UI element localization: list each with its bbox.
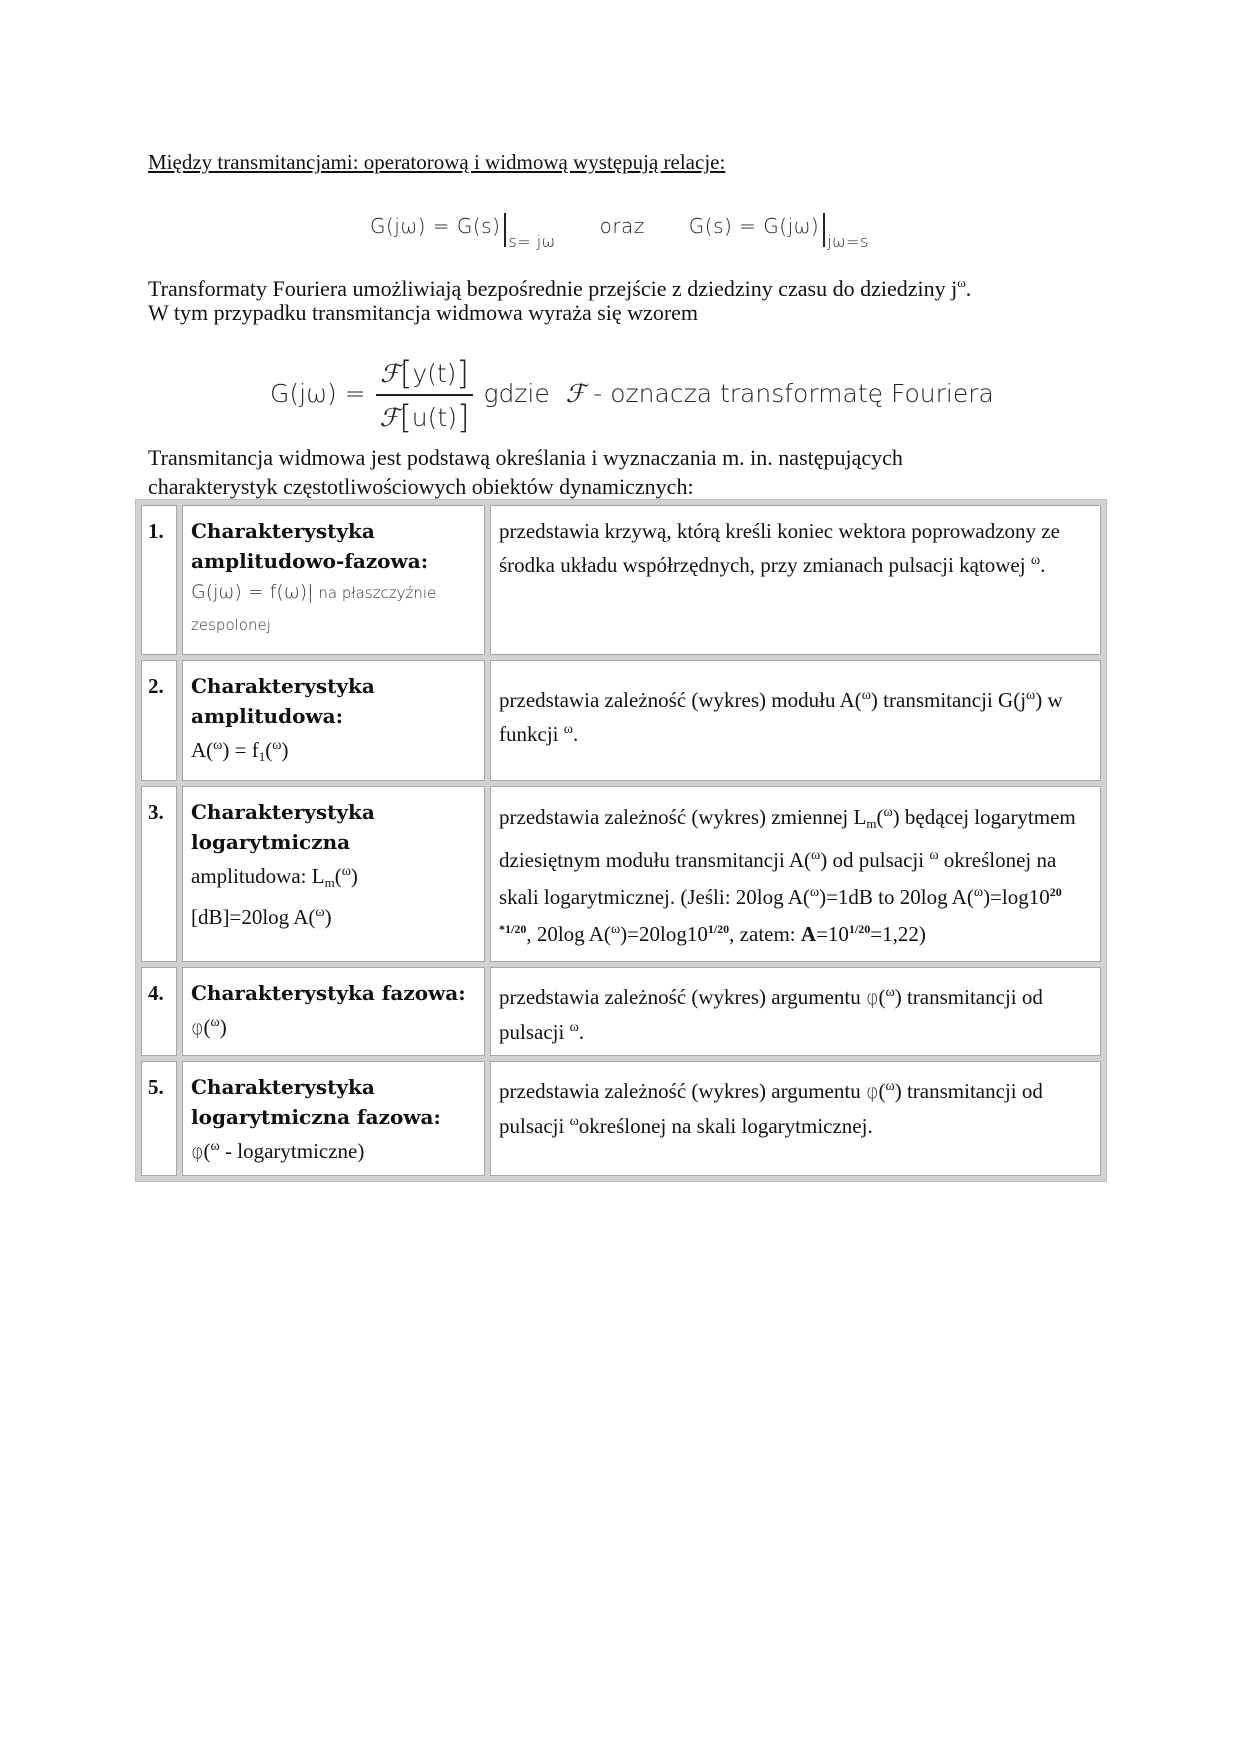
phi-symbol: φ bbox=[191, 1141, 204, 1163]
omega-symbol: ω bbox=[973, 885, 984, 900]
t: ) transmitancji od pulsacji bbox=[499, 985, 1043, 1044]
eval-bar bbox=[504, 213, 506, 247]
t: przedstawia zależność (wykres) zmiennej L bbox=[499, 805, 867, 829]
eq-right-sub: jω=s bbox=[827, 232, 869, 251]
t: [dB]=20log A( bbox=[191, 905, 316, 929]
t: )=20log10 bbox=[620, 922, 708, 946]
para1-text: Transformaty Fouriera umożliwiają bezpośrednie przejście z dziedziny czasu do dziedziny j bbox=[148, 276, 958, 301]
t: A( bbox=[191, 738, 214, 762]
table-row bbox=[141, 505, 1101, 655]
t: )=log10 bbox=[983, 885, 1050, 909]
omega-symbol: ω bbox=[809, 885, 820, 900]
t: ( bbox=[265, 738, 273, 762]
row-title: Charakterystyka logarytmiczna fazowa: bbox=[191, 1075, 441, 1129]
omega-symbol: ω bbox=[210, 1139, 220, 1154]
t: ( bbox=[203, 1139, 211, 1163]
row-number: 4. bbox=[141, 967, 177, 1056]
t: , 20log A( bbox=[526, 922, 611, 946]
row-description bbox=[490, 660, 1101, 781]
formula-fraction bbox=[376, 354, 474, 436]
formula-desc: - oznacza transformatę Fouriera bbox=[593, 379, 994, 408]
t: . bbox=[572, 722, 579, 746]
table-row bbox=[141, 786, 1101, 962]
t: ) transmitancji G(j bbox=[870, 688, 1027, 712]
bold-a: A bbox=[800, 922, 817, 946]
t: ( bbox=[878, 985, 886, 1009]
eq-right: G(s) = G(jω) bbox=[688, 214, 820, 238]
relation-equations bbox=[370, 213, 869, 251]
omega-symbol: ω bbox=[563, 722, 573, 737]
row-description bbox=[490, 967, 1101, 1056]
row-name bbox=[182, 660, 485, 781]
omega-symbol: ω bbox=[315, 905, 325, 920]
eq-middle: oraz bbox=[599, 214, 645, 238]
omega-symbol: ω bbox=[811, 848, 821, 863]
formula-where: gdzie bbox=[483, 379, 550, 408]
row-description bbox=[490, 1061, 1101, 1176]
phi-symbol: φ bbox=[191, 1017, 204, 1039]
t: )=1dB to 20log A( bbox=[819, 885, 974, 909]
row-description bbox=[490, 505, 1101, 655]
row-name bbox=[182, 967, 485, 1056]
row-title: Charakterystyka logarytmiczna bbox=[191, 800, 375, 854]
t: przedstawia zależność (wykres) modułu A( bbox=[499, 688, 862, 712]
section-heading: Między transmitancjami: operatorową i widmową występują relacje: bbox=[148, 150, 726, 174]
omega-symbol: ω bbox=[610, 922, 621, 937]
numerator-arg: y(t) bbox=[412, 359, 457, 388]
row-number: 3. bbox=[141, 786, 177, 962]
t: ) bbox=[219, 1015, 227, 1039]
formula-numerator: ℱ[y(t)] bbox=[376, 354, 474, 396]
t: ) bbox=[350, 864, 358, 888]
characteristics-table bbox=[135, 499, 1107, 1182]
t: ( bbox=[876, 805, 884, 829]
row-name bbox=[182, 505, 485, 655]
formula-lhs: G(jω) = bbox=[270, 379, 366, 408]
omega-symbol: ω bbox=[883, 805, 893, 820]
omega-symbol: ω bbox=[210, 1015, 220, 1030]
superscript: 20 *1/20 bbox=[499, 885, 1062, 936]
row-number: 5. bbox=[141, 1061, 177, 1176]
fourier-operator-den: ℱ bbox=[379, 403, 400, 432]
t: ) w funkcji bbox=[499, 688, 1063, 746]
eq-left: G(jω) = G(s) bbox=[370, 214, 501, 238]
row-title: Charakterystyka amplitudowa: bbox=[191, 674, 375, 728]
row-name bbox=[182, 786, 485, 962]
fourier-operator: ℱ bbox=[380, 359, 400, 388]
t: amplitudowa: L bbox=[191, 864, 325, 888]
desc-end: . bbox=[1040, 553, 1046, 577]
paragraph-intro-list: Transmitancja widmowa jest podstawą określania i wyznaczania m. in. następujących bbox=[148, 445, 903, 470]
t: ( bbox=[203, 1015, 211, 1039]
row-math-tail: na płaszczyźnie zespolonej bbox=[191, 584, 437, 634]
table-row bbox=[141, 1061, 1101, 1176]
t: =1,22) bbox=[870, 922, 926, 946]
paragraph-intro-list-2: charakterystyk częstotliwościowych obiektów dynamicznych: bbox=[148, 474, 694, 499]
omega-symbol: ω bbox=[957, 275, 966, 290]
row-number: 1. bbox=[141, 505, 177, 655]
t: określonej na skali logarytmicznej. bbox=[578, 1114, 873, 1138]
omega-symbol: ω bbox=[929, 848, 939, 863]
row-description bbox=[490, 786, 1101, 962]
table-row bbox=[141, 967, 1101, 1056]
subscript: 1 bbox=[258, 749, 266, 764]
row-title: Charakterystyka fazowa: bbox=[191, 981, 466, 1005]
t: ) bbox=[324, 905, 332, 929]
omega-symbol: ω bbox=[861, 688, 871, 703]
para1-end: . bbox=[965, 276, 972, 301]
fourier-operator-where: ℱ bbox=[565, 379, 586, 408]
omega-symbol: ω bbox=[885, 985, 895, 1000]
subscript: m bbox=[866, 816, 877, 831]
t: przedstawia zależność (wykres) argumentu bbox=[499, 1079, 861, 1103]
superscript: 1/20 bbox=[848, 922, 871, 936]
t: ) transmitancji od pulsacji bbox=[499, 1079, 1043, 1138]
t: określonej na skali logarytmicznej. (Jeśli: 20log A( bbox=[499, 848, 1057, 909]
eval-bar-2 bbox=[823, 213, 825, 247]
subscript: m bbox=[324, 875, 335, 890]
formula-denominator: ℱ[u(t)] bbox=[379, 398, 470, 436]
denominator-arg: u(t) bbox=[411, 403, 457, 432]
t: - logarytmiczne) bbox=[219, 1139, 365, 1163]
omega-symbol: ω bbox=[1026, 688, 1036, 703]
omega-symbol: ω bbox=[272, 738, 282, 753]
omega-symbol: ω bbox=[341, 864, 351, 879]
omega-symbol: ω bbox=[569, 1114, 579, 1129]
omega-symbol: ω bbox=[885, 1079, 895, 1094]
omega-symbol: ω bbox=[1030, 553, 1041, 568]
t: , zatem: bbox=[729, 922, 801, 946]
paragraph-formula-intro: W tym przypadku transmitancja widmowa wyraża się wzorem bbox=[148, 300, 699, 325]
superscript: 1/20 bbox=[707, 922, 730, 936]
phi-symbol: φ bbox=[865, 987, 879, 1009]
omega-symbol: ω bbox=[213, 738, 223, 753]
fourier-formula bbox=[270, 354, 994, 436]
omega-symbol: ω bbox=[569, 1020, 579, 1035]
phi-symbol: φ bbox=[865, 1081, 879, 1103]
row-title: Charakterystyka amplitudowo-fazowa: bbox=[191, 519, 429, 573]
t: ( bbox=[334, 864, 342, 888]
row-name bbox=[182, 1061, 485, 1176]
desc-text: przedstawia krzywą, którą kreśli koniec wektora poprowadzony ze środka układu współrzędnych, przy zmianach pulsacji kątowej bbox=[499, 519, 1060, 577]
t: przedstawia zależność (wykres) argumentu bbox=[499, 985, 861, 1009]
t: . bbox=[578, 1020, 585, 1044]
t: ) od pulsacji bbox=[820, 848, 925, 872]
t: ) bbox=[281, 738, 289, 762]
table-row bbox=[141, 660, 1101, 781]
row-number: 2. bbox=[141, 660, 177, 781]
t: =10 bbox=[816, 922, 849, 946]
t: ) = f bbox=[222, 738, 259, 762]
t: ( bbox=[878, 1079, 886, 1103]
t: ) będącej logarytmem dziesiętnym modułu transmitancji A( bbox=[499, 805, 1076, 872]
row-math: G(jω) = f(ω)| bbox=[191, 581, 314, 603]
eq-left-sub: s= jω bbox=[508, 232, 556, 251]
